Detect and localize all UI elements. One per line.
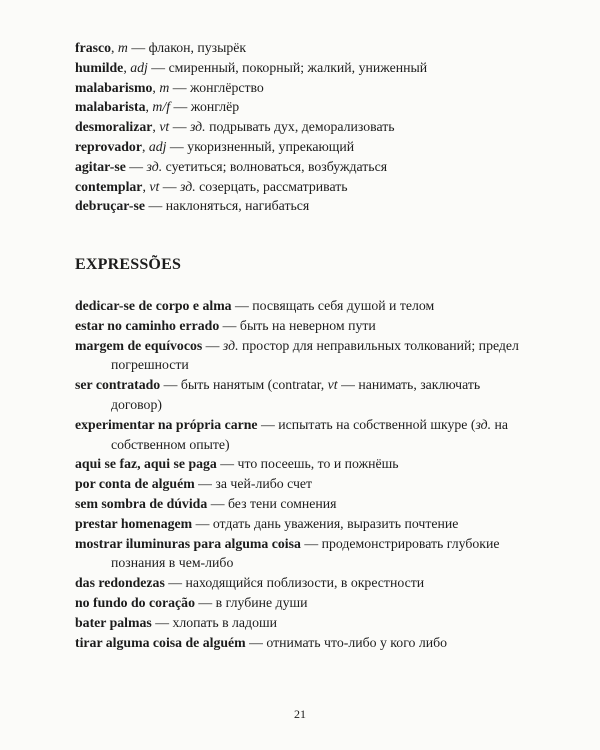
- expressions-list: [75, 296, 525, 652]
- expression-term: no fundo do coração: [75, 594, 195, 610]
- vocab-term: malabarismo: [75, 79, 153, 95]
- vocab-entry: [75, 117, 525, 137]
- expression-term: estar no caminho errado: [75, 317, 220, 333]
- dash: —: [125, 158, 147, 174]
- expression-term: tirar alguma coisa de alguém: [75, 634, 246, 650]
- expression-entry: [75, 296, 525, 316]
- expression-definition: испытать на собственной шкуре (: [278, 416, 476, 432]
- vocab-separator: ,: [111, 40, 118, 55]
- vocab-separator: ,: [142, 178, 150, 194]
- expression-entry: [75, 494, 525, 514]
- vocab-definition: созерцать, рассматривать: [195, 178, 348, 194]
- dash: —: [166, 138, 188, 154]
- expression-term: aqui se faz, aqui se paga: [75, 456, 217, 472]
- dash: —: [160, 377, 181, 393]
- expression-definition: за чей-либо счет: [215, 476, 313, 492]
- grammar-label: adj: [148, 138, 167, 154]
- vocabulary-list: [75, 38, 525, 216]
- expression-entry: [75, 375, 525, 415]
- expression-entry: [75, 573, 525, 593]
- vocab-term: agitar-se: [75, 158, 126, 174]
- expression-term: bater palmas: [75, 614, 152, 630]
- vocab-definition: жонглёрство: [190, 79, 264, 95]
- vocab-entry: [75, 177, 525, 197]
- expression-definition: отдать дань уважения, выразить почтение: [212, 515, 459, 531]
- expression-term: mostrar iluminuras para alguma coisa: [75, 535, 301, 551]
- dash: —: [151, 614, 173, 630]
- expression-definition: находящийся поблизости, в окрестности: [185, 575, 425, 591]
- expression-term: experimentar na própria carne: [75, 416, 258, 432]
- vocab-separator: ,: [152, 79, 160, 95]
- expression-definition: продемонстрировать глубокие познания в чем-либо: [111, 535, 500, 571]
- dash: —: [127, 40, 149, 55]
- vocab-entry: [75, 78, 525, 98]
- vocab-term: malabarista: [75, 99, 146, 115]
- qualifier-inner: зд.: [475, 416, 492, 432]
- expression-definition: хлопать в ладоши: [172, 614, 277, 630]
- dash: —: [159, 178, 181, 194]
- expression-term: por conta de alguém: [75, 476, 195, 492]
- dash: —: [192, 515, 213, 531]
- vocab-entry: [75, 58, 525, 78]
- expression-entry: [75, 336, 525, 376]
- expression-term: sem sombra de dúvida: [75, 495, 208, 511]
- dash: —: [257, 416, 279, 432]
- qualifier: зд.: [146, 158, 163, 174]
- vocab-entry: [75, 97, 525, 117]
- expression-definition: что посеешь, то и пожнёшь: [237, 456, 399, 472]
- grammar-label: m: [117, 40, 128, 55]
- vocab-entry: [75, 196, 525, 216]
- expression-entry: [75, 415, 525, 455]
- vocab-entry: [75, 38, 525, 58]
- grammar-label: vt: [159, 119, 170, 135]
- expression-entry: [75, 633, 525, 653]
- dash: —: [169, 119, 190, 135]
- expression-definition: без тени сомнения: [227, 495, 337, 511]
- expression-entry: [75, 593, 525, 613]
- dash: —: [170, 99, 191, 115]
- expression-definition: быть на неверном пути: [239, 317, 376, 333]
- vocab-definition: флакон, пузырёк: [148, 40, 247, 55]
- dash: —: [207, 495, 228, 511]
- dash: —: [216, 456, 238, 472]
- dash: —: [300, 535, 322, 551]
- expression-entry: [75, 316, 525, 336]
- vocab-definition: жонглёр: [190, 99, 240, 115]
- vocab-separator: ,: [145, 99, 153, 115]
- dash: —: [164, 575, 186, 591]
- vocab-definition: подрывать дух, деморализовать: [205, 119, 395, 135]
- vocab-definition: наклоняться, нагибаться: [165, 198, 310, 214]
- expression-term: ser contratado: [75, 377, 161, 393]
- vocab-term: debruçar-se: [75, 198, 145, 214]
- expression-definition: быть нанятым (contratar,: [180, 377, 328, 393]
- vocab-definition: суетиться; волноваться, возбуждаться: [162, 158, 388, 174]
- expression-definition: посвящать себя душой и телом: [252, 298, 435, 313]
- page-number: 21: [294, 707, 306, 721]
- expression-definition-rest: на собственном опыте): [111, 416, 509, 452]
- expression-entry: [75, 613, 525, 633]
- expression-entry: [75, 474, 525, 494]
- qualifier: зд.: [180, 178, 196, 194]
- vocab-separator: ,: [123, 59, 131, 75]
- grammar-label: m: [159, 79, 170, 95]
- expression-definition: простор для неправильных толкований; предел погрешности: [111, 337, 519, 373]
- vocab-definition: укоризненный, упрекающий: [187, 138, 355, 154]
- dash: —: [145, 198, 166, 214]
- dash: —: [231, 298, 253, 313]
- expression-entry: [75, 534, 525, 574]
- vocab-separator: ,: [152, 119, 160, 135]
- expression-entry: [75, 514, 525, 534]
- expression-definition-rest: — нанимать, заключать договор): [111, 377, 481, 412]
- expression-term: prestar homenagem: [75, 515, 193, 531]
- grammar-label: adj: [130, 59, 148, 75]
- vocab-term: frasco: [75, 40, 112, 55]
- vocab-term: reprovador: [75, 138, 142, 154]
- dash: —: [245, 634, 267, 650]
- vocab-definition: смиренный, покорный; жалкий, униженный: [168, 59, 428, 75]
- section-heading: EXPRESSÕES: [75, 256, 182, 273]
- dash: —: [219, 317, 240, 333]
- qualifier: зд.: [222, 337, 239, 353]
- expression-term: das redondezas: [75, 575, 165, 591]
- expression-definition: отнимать что-либо у кого либо: [266, 634, 448, 650]
- vocab-term: contemplar: [75, 178, 143, 194]
- expression-term: dedicar-se de corpo e alma: [75, 298, 232, 313]
- expression-term: margem de equívocos: [75, 337, 203, 353]
- vocab-term: humilde: [75, 59, 124, 75]
- grammar-label: vt: [149, 178, 160, 194]
- grammar-label: m/f: [152, 99, 171, 115]
- vocab-entry: [75, 137, 525, 157]
- expression-definition: в глубине души: [215, 594, 308, 610]
- dash: —: [169, 79, 190, 95]
- qualifier-inner: vt: [327, 377, 338, 393]
- dash: —: [194, 594, 216, 610]
- vocab-entry: [75, 157, 525, 177]
- qualifier: зд.: [189, 119, 206, 135]
- vocab-term: desmoralizar: [75, 119, 153, 135]
- dash: —: [147, 59, 169, 75]
- expression-entry: [75, 454, 525, 474]
- dash: —: [194, 476, 216, 492]
- dash: —: [202, 337, 223, 353]
- vocab-separator: ,: [141, 138, 149, 154]
